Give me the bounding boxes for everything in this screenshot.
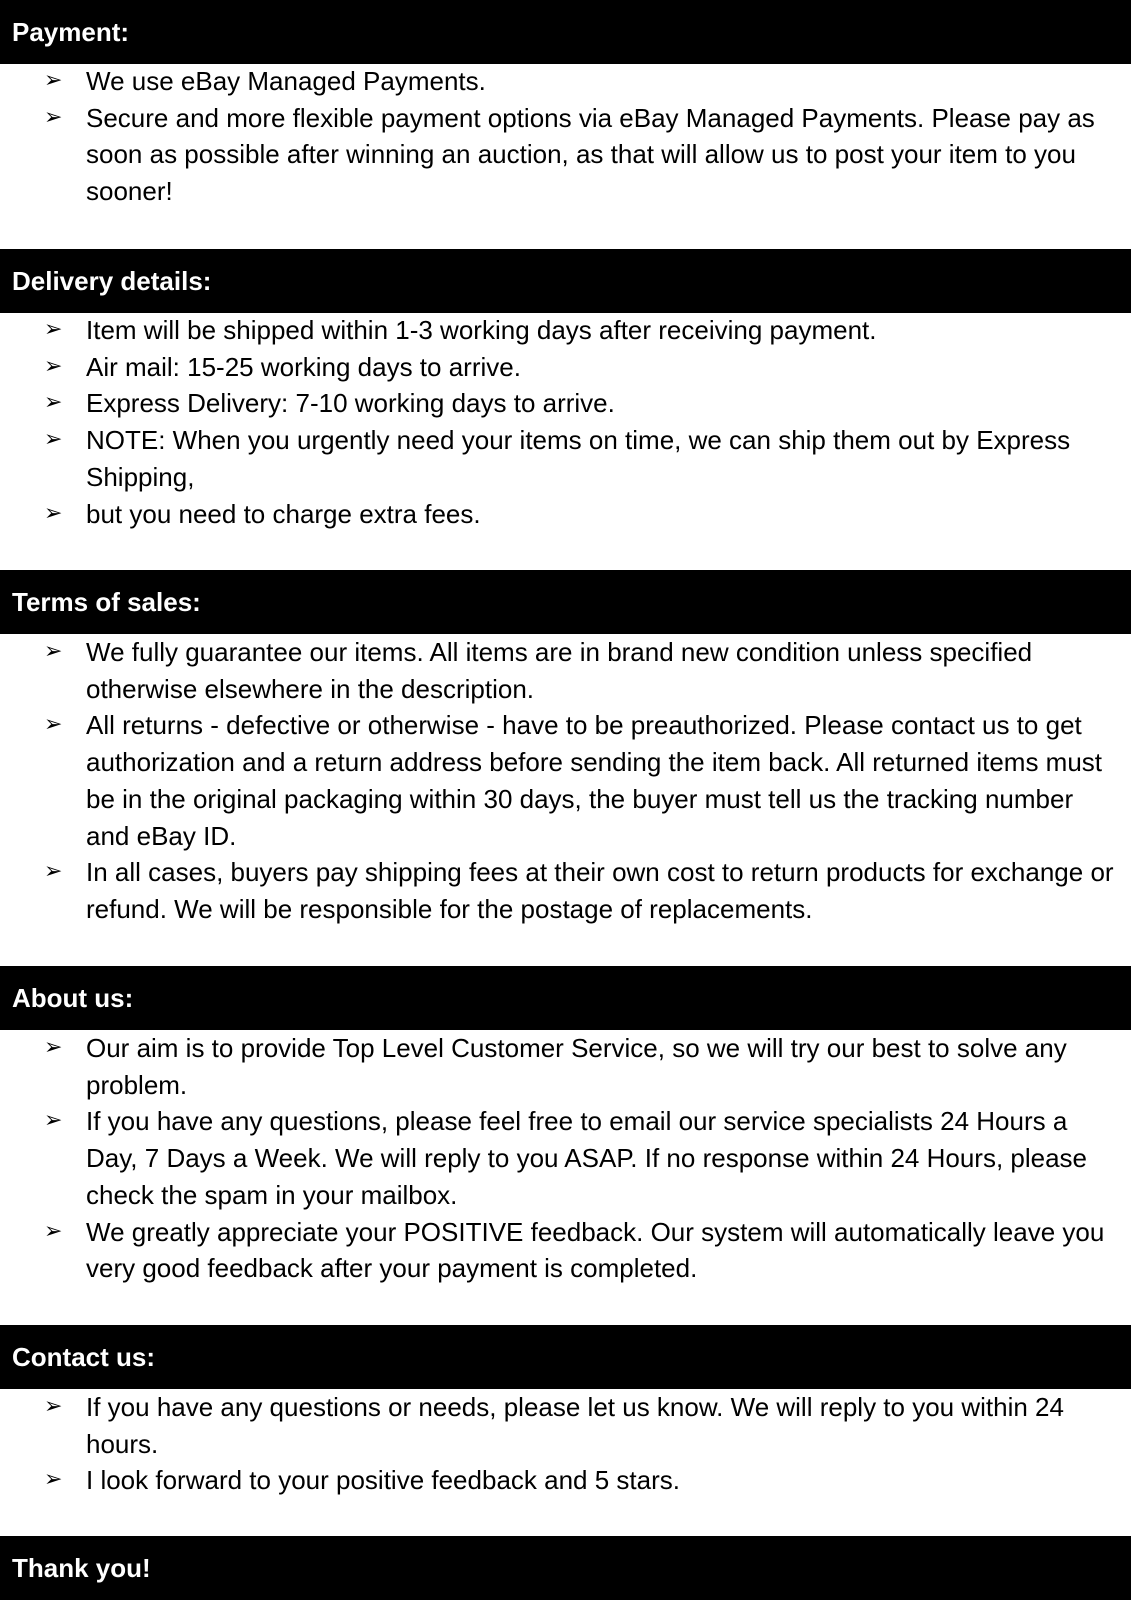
arrowhead-bullet-icon: ➢: [44, 639, 63, 664]
arrowhead-bullet-icon: ➢: [44, 1394, 63, 1419]
list-item-text: We fully guarantee our items. All items are in brand new condition unless specified otherwise elsewhere in the description.: [86, 637, 1033, 704]
list-item: [0, 496, 1131, 533]
about-list: [0, 1030, 1131, 1287]
arrowhead-bullet-icon: ➢: [44, 859, 63, 885]
list-item: [0, 854, 1131, 927]
list-item: [0, 1214, 1131, 1287]
arrowhead-bullet-icon: ➢: [44, 1467, 63, 1493]
list-item: [0, 634, 1131, 707]
list-item-text: Our aim is to provide Top Level Customer Service, so we will try our best to solve any problem.: [86, 1033, 1067, 1100]
arrowhead-bullet-icon: ➢: [44, 1035, 63, 1060]
list-item-text: In all cases, buyers pay shipping fees at their own cost to return products for exchange or refund. We will be responsible for the postage of replacements.: [86, 857, 1114, 924]
arrowhead-bullet-icon: ➢: [44, 427, 63, 453]
section-header-terms: Terms of sales:: [0, 570, 1131, 634]
list-item: [0, 312, 1131, 349]
list-item-text: If you have any questions or needs, please let us know. We will reply to you within 24 hours.: [86, 1392, 1064, 1459]
arrowhead-bullet-icon: ➢: [44, 68, 63, 93]
list-item-text: Air mail: 15-25 working days to arrive.: [86, 351, 521, 382]
list-item-text: NOTE: When you urgently need your items on time, we can ship them out by Express Shipping,: [86, 425, 1071, 492]
contact-list: [0, 1389, 1131, 1499]
list-item-text: Secure and more flexible payment options via eBay Managed Payments. Please pay as soon as possible after winning an auction, as that will allow us to post your item to you sooner!: [86, 102, 1095, 207]
list-item-text: Item will be shipped within 1-3 working days after receiving payment.: [86, 315, 877, 345]
list-item: [0, 1030, 1131, 1103]
list-item-text: but you need to charge extra fees.: [86, 498, 481, 529]
arrowhead-bullet-icon: ➢: [44, 500, 63, 526]
list-item: [0, 707, 1131, 854]
delivery-list: [0, 312, 1131, 532]
section-header-payment: Payment:: [0, 0, 1131, 64]
terms-list: [0, 634, 1131, 928]
arrowhead-bullet-icon: ➢: [44, 712, 63, 738]
section-header-contact: Contact us:: [0, 1325, 1131, 1389]
list-item-text: We greatly appreciate your POSITIVE feedback. Our system will automatically leave you very good feedback after your payment is completed.: [86, 1216, 1105, 1284]
payment-list: [0, 63, 1131, 210]
arrowhead-bullet-icon: ➢: [44, 104, 63, 130]
section-header-delivery: Delivery details:: [0, 249, 1131, 313]
list-item: [0, 1462, 1131, 1499]
list-item: [0, 1389, 1131, 1462]
list-item: [0, 63, 1131, 100]
list-item-text: All returns - defective or otherwise - have to be preauthorized. Please contact us to get authorization and a return address before sending the item back. All returned items must be in the original packaging within 30 days, the buyer must tell us the tracking number and eBay ID.: [86, 710, 1103, 851]
section-header-about: About us:: [0, 966, 1131, 1030]
arrowhead-bullet-icon: ➢: [44, 390, 63, 416]
list-item-text: If you have any questions, please feel free to email our service specialists 24 Hours a Day, 7 Days a Week. We will reply to you ASAP. If no response within 24 Hours, please check the spam in your mailbox.: [86, 1106, 1088, 1210]
list-item: [0, 385, 1131, 422]
arrowhead-bullet-icon: ➢: [44, 353, 63, 379]
list-item: [0, 1103, 1131, 1213]
list-item-text: I look forward to your positive feedback and 5 stars.: [86, 1465, 680, 1496]
section-header-thank-you: Thank you!: [0, 1536, 1131, 1600]
list-item: [0, 100, 1131, 210]
arrowhead-bullet-icon: ➢: [44, 1218, 63, 1244]
list-item: [0, 422, 1131, 495]
list-item-text: Express Delivery: 7-10 working days to arrive.: [86, 388, 615, 419]
arrowhead-bullet-icon: ➢: [44, 317, 63, 342]
list-item-text: We use eBay Managed Payments.: [86, 66, 486, 96]
arrowhead-bullet-icon: ➢: [44, 1108, 63, 1134]
list-item: [0, 349, 1131, 386]
